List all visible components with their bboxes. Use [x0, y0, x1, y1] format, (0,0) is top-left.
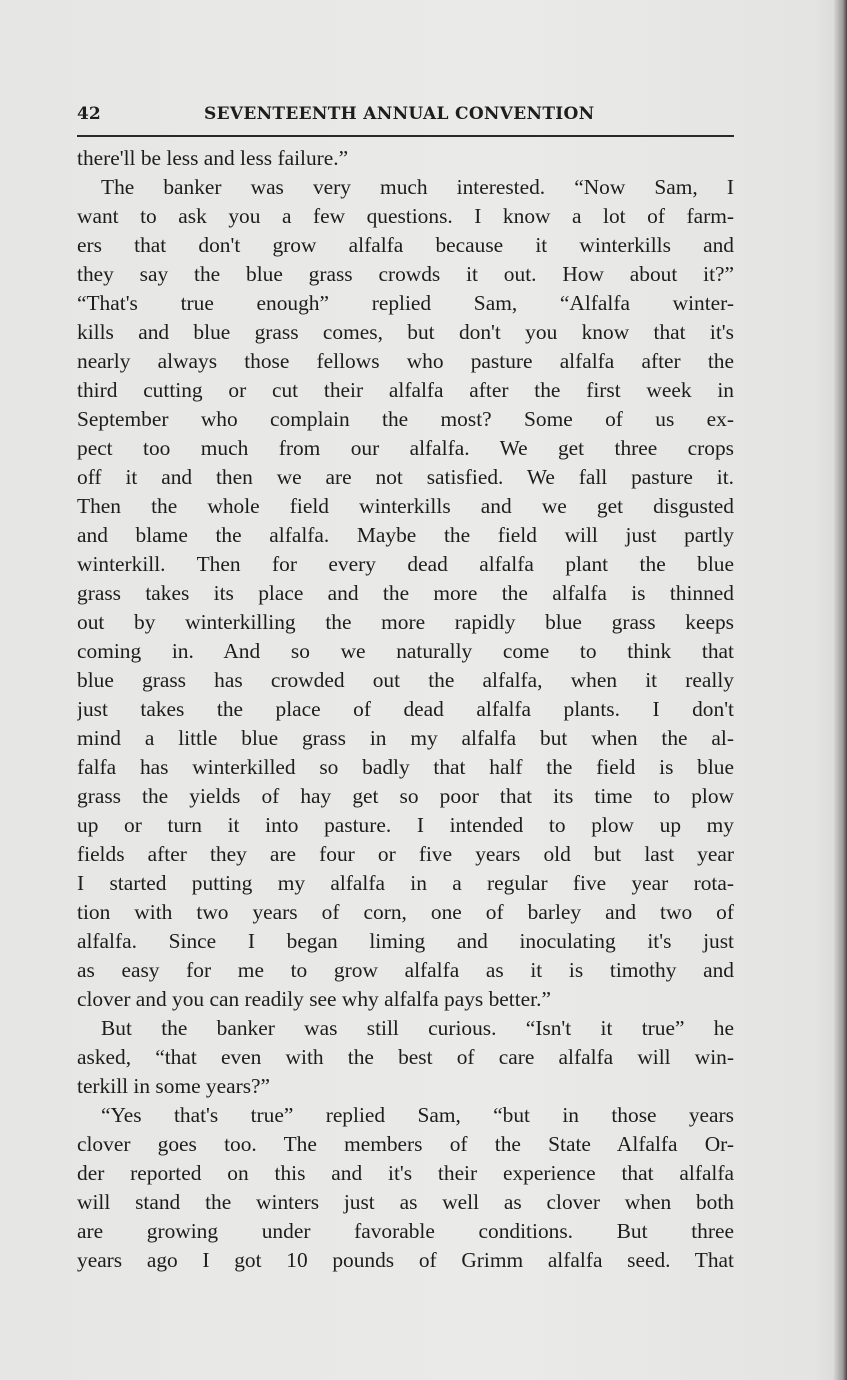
text-line: Then the whole field winterkills and we get disgusted — [77, 494, 734, 518]
text-line: The banker was very much interested. “Now Sam, I — [101, 175, 734, 199]
text-line: terkill in some years?” — [77, 1074, 271, 1098]
text-line: there'll be less and less failure.” — [77, 146, 349, 170]
text-line: and blame the alfalfa. Maybe the field will just partly — [77, 523, 734, 547]
text-line: mind a little blue grass in my alfalfa but when the al- — [77, 726, 734, 750]
text-line: grass takes its place and the more the alfalfa is thinned — [77, 581, 734, 605]
text-line: coming in. And so we naturally come to think that — [77, 639, 734, 663]
text-line: will stand the winters just as well as clover when both — [77, 1190, 734, 1214]
text-line: nearly always those fellows who pasture alfalfa after the — [77, 349, 734, 373]
text-line: winterkill. Then for every dead alfalfa plant the blue — [77, 552, 734, 576]
text-line: just takes the place of dead alfalfa plants. I don't — [77, 697, 734, 721]
text-line: kills and blue grass comes, but don't you know that it's — [77, 320, 734, 344]
text-line: third cutting or cut their alfalfa after the first week in — [77, 378, 734, 402]
text-line: der reported on this and it's their experience that alfalfa — [77, 1161, 734, 1185]
text-line: blue grass has crowded out the alfalfa, when it really — [77, 668, 734, 692]
text-line: I started putting my alfalfa in a regular five year rota- — [77, 871, 734, 895]
page-edge-shadow — [833, 0, 847, 1380]
text-line: years ago I got 10 pounds of Grimm alfalfa seed. That — [77, 1248, 734, 1272]
running-title: SEVENTEENTH ANNUAL CONVENTION — [204, 104, 595, 124]
text-line: they say the blue grass crowds it out. How about it?” — [77, 262, 734, 286]
text-line: tion with two years of corn, one of barley and two of — [77, 900, 734, 924]
text-line: clover goes too. The members of the State Alfalfa Or- — [77, 1132, 734, 1156]
text-line: alfalfa. Since I began liming and inoculating it's just — [77, 929, 734, 953]
text-line: falfa has winterkilled so badly that half the field is blue — [77, 755, 734, 779]
text-line: want to ask you a few questions. I know a lot of farm- — [77, 204, 734, 228]
text-line: “That's true enough” replied Sam, “Alfalfa winter- — [77, 291, 734, 315]
text-line: as easy for me to grow alfalfa as it is timothy and — [77, 958, 734, 982]
text-line: But the banker was still curious. “Isn't it true” he — [101, 1016, 734, 1040]
text-line: fields after they are four or five years old but last year — [77, 842, 734, 866]
text-line: ers that don't grow alfalfa because it winterkills and — [77, 233, 734, 257]
header-rule — [77, 135, 734, 137]
text-line: clover and you can readily see why alfalfa pays better.” — [77, 987, 551, 1011]
text-line: “Yes that's true” replied Sam, “but in those years — [101, 1103, 734, 1127]
page-number: 42 — [77, 104, 101, 124]
text-line: asked, “that even with the best of care alfalfa will win- — [77, 1045, 734, 1069]
body-text — [77, 144, 734, 1275]
text-line: up or turn it into pasture. I intended to plow up my — [77, 813, 734, 837]
text-line: out by winterkilling the more rapidly blue grass keeps — [77, 610, 734, 634]
text-line: grass the yields of hay get so poor that its time to plow — [77, 784, 734, 808]
page-header — [77, 104, 734, 134]
text-line: are growing under favorable conditions. But three — [77, 1219, 734, 1243]
text-line: September who complain the most? Some of us ex- — [77, 407, 734, 431]
text-line: off it and then we are not satisfied. We fall pasture it. — [77, 465, 734, 489]
text-line: pect too much from our alfalfa. We get three crops — [77, 436, 734, 460]
